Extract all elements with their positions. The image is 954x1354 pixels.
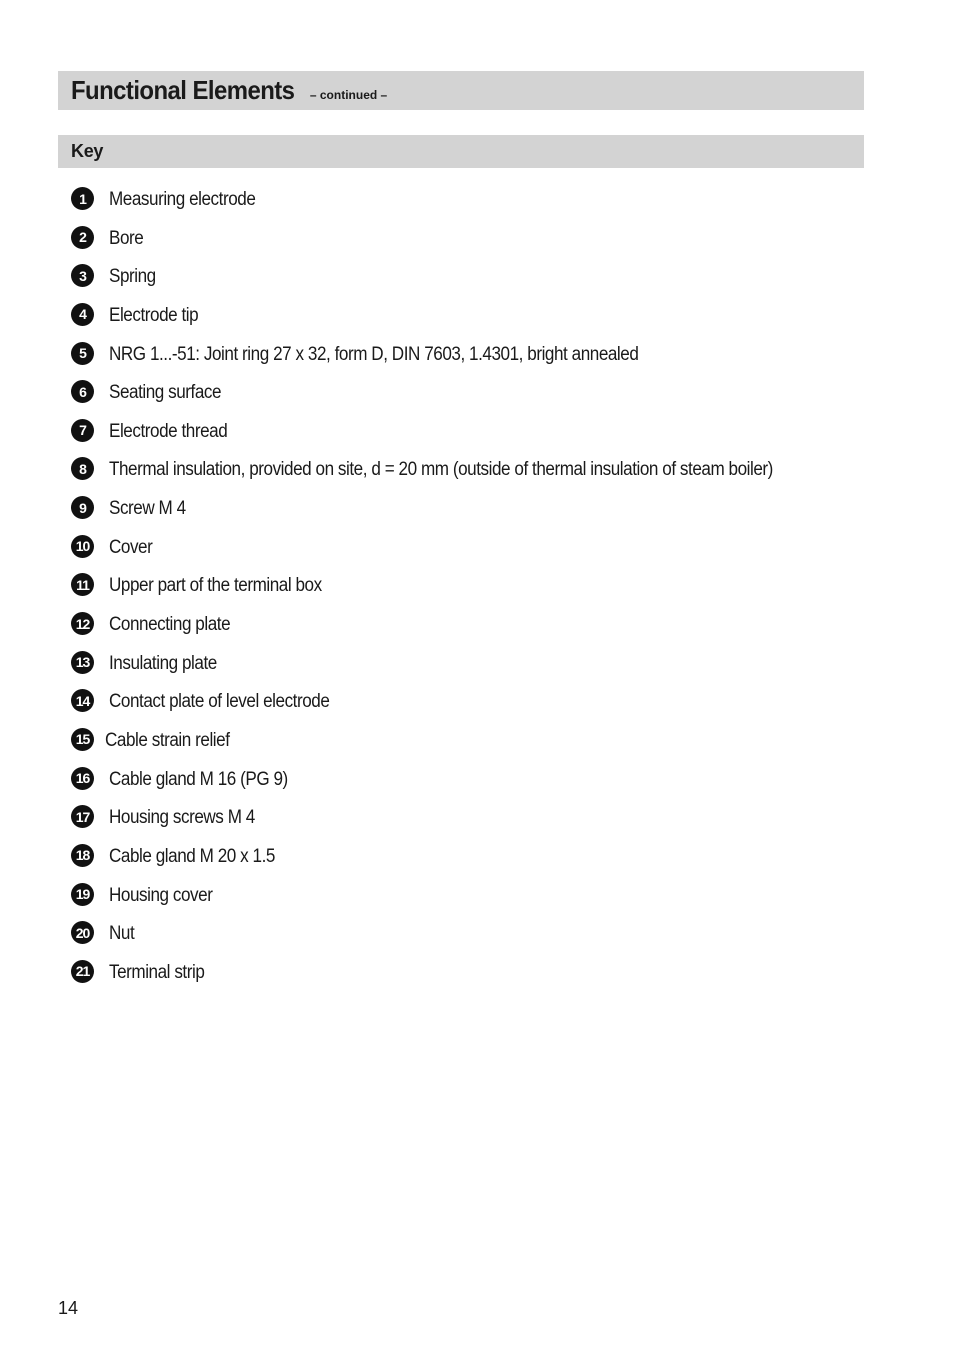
item-number-badge: 10 <box>71 535 94 558</box>
key-heading: Key <box>71 141 104 161</box>
item-label: NRG 1...-51: Joint ring 27 x 32, form D, DIN 7603, 1.4301, bright annealed <box>109 343 639 365</box>
item-number-badge: 7 <box>71 419 94 442</box>
item-number-badge: 14 <box>71 689 94 712</box>
item-label: Nut <box>109 923 135 945</box>
section-title-bar <box>58 71 864 110</box>
title-continued-note: – continued – <box>309 88 388 102</box>
item-number-badge: 21 <box>71 960 94 983</box>
item-number-badge: 20 <box>71 921 94 944</box>
item-label: Connecting plate <box>109 614 231 636</box>
item-number-badge: 13 <box>71 651 94 674</box>
item-label: Upper part of the terminal box <box>109 575 322 597</box>
item-label: Electrode tip <box>109 304 199 326</box>
page-number: 14 <box>58 1298 79 1318</box>
item-number-badge: 8 <box>71 457 94 480</box>
page-title: Functional Elements <box>71 75 295 105</box>
item-label: Spring <box>109 266 156 288</box>
item-number-badge: 15 <box>71 728 94 751</box>
item-number-badge: 1 <box>71 187 94 210</box>
item-label: Contact plate of level electrode <box>109 691 330 713</box>
item-number-badge: 17 <box>71 805 94 828</box>
item-label: Cable gland M 20 x 1.5 <box>109 845 275 867</box>
item-label: Screw M 4 <box>109 498 186 520</box>
item-label: Measuring electrode <box>109 189 256 210</box>
item-label: Cable strain relief <box>105 729 230 751</box>
item-number-badge: 12 <box>71 612 94 635</box>
item-label: Insulating plate <box>109 652 217 674</box>
item-label: Bore <box>109 227 144 249</box>
item-label: Terminal strip <box>109 961 205 983</box>
item-label: Housing cover <box>109 884 213 906</box>
item-number-badge: 2 <box>71 226 94 249</box>
item-number-badge: 18 <box>71 844 94 867</box>
item-label: Housing screws M 4 <box>109 807 255 829</box>
item-number-badge: 3 <box>71 264 94 287</box>
item-number-badge: 9 <box>71 496 94 519</box>
item-number-badge: 6 <box>71 380 94 403</box>
item-number-badge: 4 <box>71 303 94 326</box>
item-label: Cover <box>109 536 153 558</box>
item-number-badge: 19 <box>71 883 94 906</box>
item-label: Seating surface <box>109 382 222 404</box>
item-label: Cable gland M 16 (PG 9) <box>109 768 288 790</box>
item-number-badge: 5 <box>71 342 94 365</box>
item-label: Electrode thread <box>109 420 228 442</box>
item-number-badge: 11 <box>71 573 94 596</box>
item-number-badge: 16 <box>71 767 94 790</box>
item-label: Thermal insulation, provided on site, d = 20 mm (outside of thermal insulation of steam boiler) <box>109 459 773 481</box>
key-heading-bar <box>58 135 864 168</box>
